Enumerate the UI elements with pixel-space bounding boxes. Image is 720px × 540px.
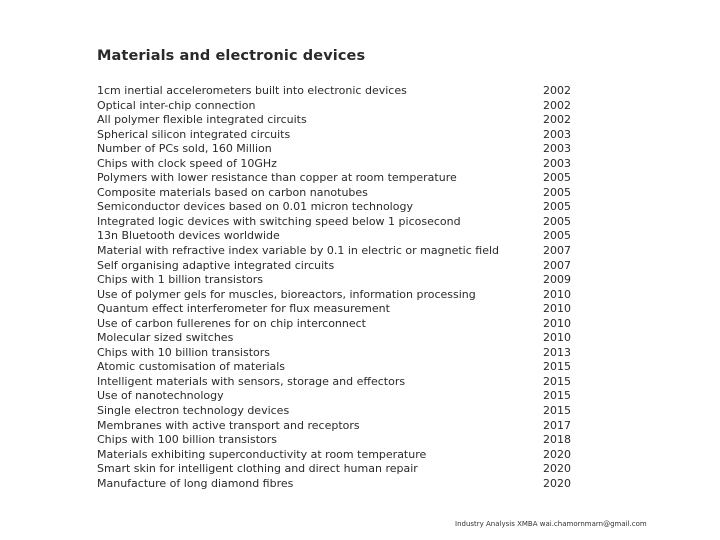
item-year: 2010 <box>543 316 571 330</box>
item-year: 2018 <box>543 433 571 447</box>
item-label: 1cm inertial accelerometers built into electronic devices <box>97 84 407 97</box>
item-label: Optical inter-chip connection <box>97 98 256 112</box>
list-item <box>97 186 577 201</box>
list-item <box>97 288 577 303</box>
item-year: 2010 <box>543 302 571 316</box>
list-item <box>97 331 577 346</box>
list-item <box>97 389 577 404</box>
item-year: 2013 <box>543 345 571 359</box>
item-label: Chips with 100 billion transistors <box>97 433 278 447</box>
item-year: 2007 <box>543 244 571 258</box>
list-item <box>97 317 577 332</box>
list-item <box>97 419 577 434</box>
forecast-list <box>97 84 577 491</box>
item-year: 2003 <box>543 156 571 170</box>
item-year: 2009 <box>543 273 571 287</box>
item-label: Materials exhibiting superconductivity at room temperature <box>97 447 427 461</box>
list-item <box>97 462 577 477</box>
item-year: 2015 <box>543 389 571 403</box>
item-year: 2005 <box>543 185 571 199</box>
item-year: 2003 <box>543 142 571 156</box>
item-label: Number of PCs sold, 160 Million <box>97 142 272 156</box>
list-item <box>97 360 577 375</box>
item-label: 13n Bluetooth devices worldwide <box>97 229 280 243</box>
list-item <box>97 346 577 361</box>
item-year: 2015 <box>543 404 571 418</box>
item-label: Chips with 10 billion transistors <box>97 345 271 359</box>
item-year: 2005 <box>543 171 571 185</box>
item-year: 2005 <box>543 200 571 214</box>
item-year: 2015 <box>543 374 571 388</box>
item-year: 2005 <box>543 214 571 228</box>
list-item <box>97 448 577 463</box>
list-item <box>97 375 577 390</box>
item-label: Composite materials based on carbon nanotubes <box>97 185 368 199</box>
item-label: All polymer flexible integrated circuits <box>97 113 307 127</box>
list-item <box>97 200 577 215</box>
item-label: Integrated logic devices with switching speed below 1 picosecond <box>97 214 461 228</box>
list-item <box>97 171 577 186</box>
list-item <box>97 244 577 259</box>
list-item <box>97 99 577 114</box>
item-year: 2017 <box>543 418 571 432</box>
list-item <box>97 433 577 448</box>
item-label: Intelligent materials with sensors, storage and effectors <box>97 374 406 388</box>
item-year: 2003 <box>543 127 571 141</box>
item-label: Use of carbon fullerenes for on chip interconnect <box>97 316 366 330</box>
item-year: 2015 <box>543 360 571 374</box>
item-label: Smart skin for intelligent clothing and direct human repair <box>97 462 418 476</box>
list-item <box>97 273 577 288</box>
item-year: 2020 <box>543 476 571 490</box>
list-item <box>97 477 577 492</box>
item-label: Spherical silicon integrated circuits <box>97 127 291 141</box>
item-year: 2010 <box>543 287 571 301</box>
item-label: Manufacture of long diamond fibres <box>97 476 294 490</box>
item-year: 2020 <box>543 447 571 461</box>
list-item <box>97 259 577 274</box>
item-year: 2007 <box>543 258 571 272</box>
item-label: Atomic customisation of materials <box>97 360 286 374</box>
item-year: 2002 <box>543 113 571 127</box>
page-title: Materials and electronic devices <box>97 48 366 64</box>
item-label: Molecular sized switches <box>97 331 234 345</box>
item-label: Self organising adaptive integrated circuits <box>97 258 335 272</box>
list-item <box>97 142 577 157</box>
item-label: Semiconductor devices based on 0.01 micron technology <box>97 200 413 214</box>
item-label: Use of polymer gels for muscles, bioreactors, information processing <box>97 287 476 301</box>
item-year: 2020 <box>543 462 571 476</box>
item-year: 2002 <box>543 98 571 112</box>
item-label: Material with refractive index variable by 0.1 in electric or magnetic field <box>97 244 500 258</box>
item-label: Chips with clock speed of 10GHz <box>97 156 277 170</box>
item-year: 2005 <box>543 229 571 243</box>
item-label: Single electron technology devices <box>97 404 290 418</box>
item-label: Polymers with lower resistance than copper at room temperature <box>97 171 457 185</box>
list-item <box>97 404 577 419</box>
list-item <box>97 128 577 143</box>
item-label: Use of nanotechnology <box>97 389 224 403</box>
list-item <box>97 157 577 172</box>
item-year: 2010 <box>543 331 571 345</box>
item-year: 2002 <box>543 84 571 97</box>
list-item <box>97 113 577 128</box>
footer-credit: Industry Analysis XMBA wai.chamornmarn@gmail.com <box>455 520 647 528</box>
list-item <box>97 84 577 99</box>
list-item <box>97 215 577 230</box>
item-label: Quantum effect interferometer for flux measurement <box>97 302 390 316</box>
item-label: Membranes with active transport and receptors <box>97 418 360 432</box>
list-item <box>97 302 577 317</box>
list-item <box>97 229 577 244</box>
item-label: Chips with 1 billion transistors <box>97 273 264 287</box>
